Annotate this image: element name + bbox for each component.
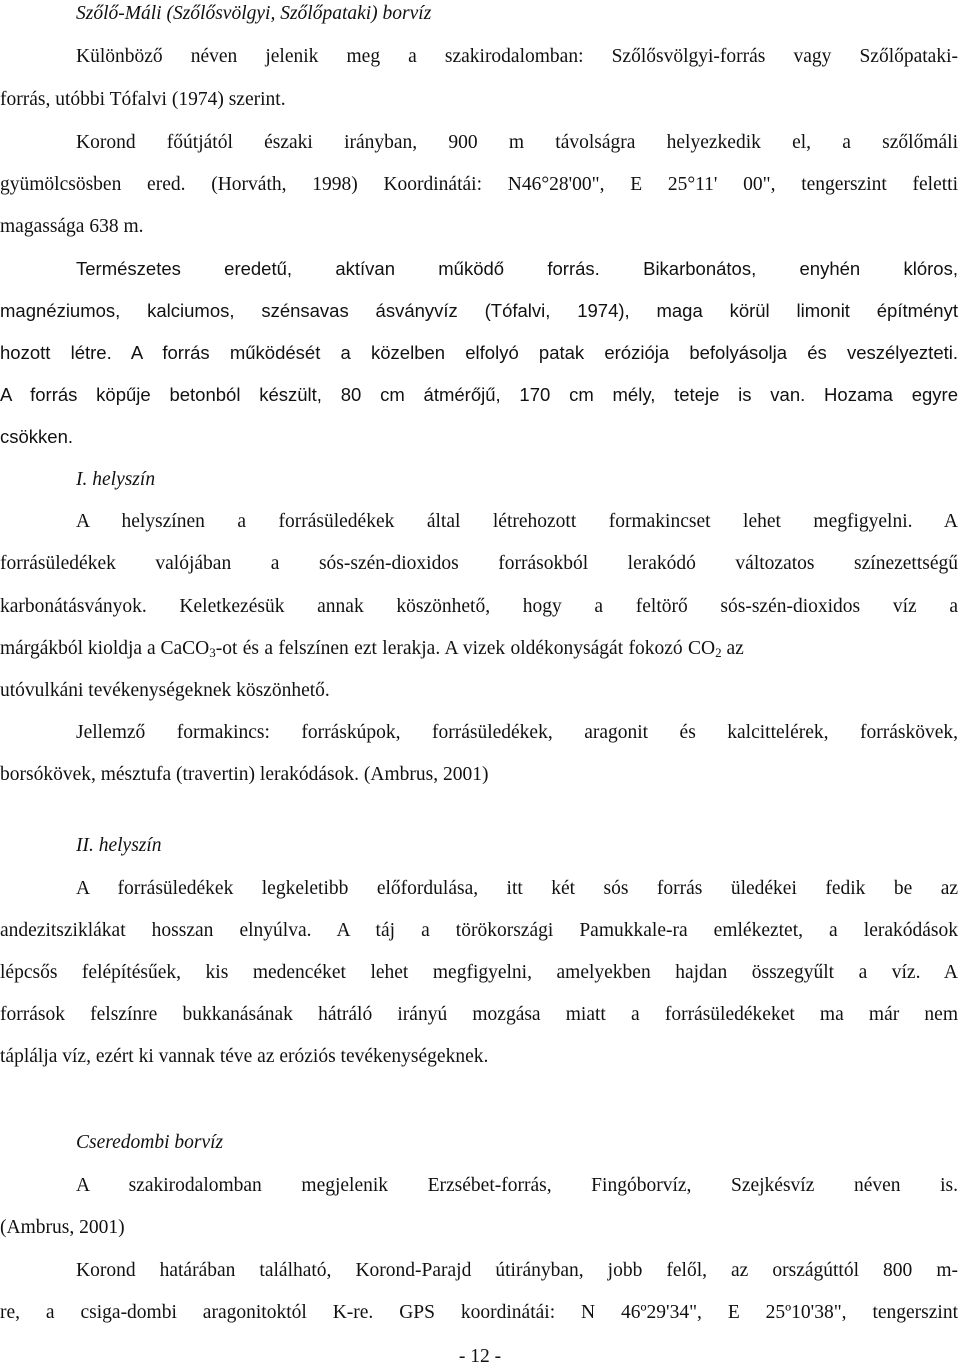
paragraph-line: forrásüledékek valójában a sós-szén-dioxidos forrásokból lerakódó változatos színezettségű	[0, 553, 958, 574]
paragraph-line: csökken.	[0, 426, 74, 447]
subheading-site-2: II. helyszín	[76, 835, 162, 856]
subheading-site-1: I. helyszín	[76, 469, 156, 490]
paragraph-line: magnéziumos, kalciumos, szénsavas ásványvíz (Tófalvi, 1974), maga körül limonit építményt	[0, 300, 958, 321]
paragraph-line: (Ambrus, 2001)	[0, 1217, 125, 1238]
paragraph-line: magassága 638 m.	[0, 216, 144, 237]
paragraph-line: karbonátásványok. Keletkezésük annak köszönhető, hogy a feltörő sós-szén-dioxidos víz a	[0, 596, 958, 617]
page-number: - 12 -	[458, 1346, 502, 1367]
paragraph-line: re, a csiga-dombi aragonitoktól K-re. GPS koordinátái: N 46º29'34", E 25º10'38", tengerszint	[0, 1302, 958, 1323]
text-fragment: az	[721, 638, 744, 659]
paragraph-line: lépcsős felépítésűek, kis medencéket lehet megfigyelni, amelyekben hajdan összegyűlt a víz. A	[0, 962, 958, 983]
paragraph-line: gyümölcsösben ered. (Horváth, 1998) Koordinátái: N46°28'00", E 25°11' 00", tengerszint feletti	[0, 174, 958, 195]
text-fragment: -ot és a felszínen ezt lerakja. A vizek oldékonyságát fokozó CO	[215, 638, 716, 659]
section-heading-cseredombi: Cseredombi borvíz	[76, 1132, 224, 1153]
paragraph-line: andezitsziklákat hosszan elnyúlva. A táj a törökországi Pamukkale-ra emlékeztet, a lerakódások	[0, 920, 958, 941]
subscript: 2	[715, 645, 722, 660]
paragraph-line: források felszínre bukkanásának hátráló irányú mozgása miatt a forrásüledékeket ma már nem	[0, 1004, 958, 1025]
paragraph-line: utóvulkáni tevékenységeknek köszönhető.	[0, 680, 330, 701]
paragraph-line: táplálja víz, ezért ki vannak téve az eróziós tevékenységeknek.	[0, 1046, 489, 1067]
paragraph-line-with-formulas	[0, 636, 958, 662]
paragraph-line: A forrásüledékek legkeletibb előfordulása, itt két sós forrás üledékei fedik be az	[76, 878, 958, 899]
paragraph-line: borsókövek, mésztufa (travertin) lerakódások. (Ambrus, 2001)	[0, 764, 489, 785]
paragraph-line: Különböző néven jelenik meg a szakirodalomban: Szőlősvölgyi-forrás vagy Szőlőpataki-	[76, 46, 958, 67]
paragraph-line: Jellemző formakincs: forráskúpok, forrásüledékek, aragonit és kalcittelérek, forráskövek,	[76, 722, 958, 743]
section-heading-szolo-mali: Szőlő-Máli (Szőlősvölgyi, Szőlőpataki) borvíz	[76, 3, 432, 24]
paragraph-line: Korond főútjától északi irányban, 900 m távolságra helyezkedik el, a szőlőmáli	[76, 132, 958, 153]
paragraph-line: Korond határában található, Korond-Parajd útirányban, jobb felől, az országúttól 800 m-	[76, 1260, 958, 1281]
paragraph-line: A forrás köpűje betonból készült, 80 cm átmérőjű, 170 cm mély, teteje is van. Hozama egyre	[0, 384, 958, 405]
paragraph-line: A szakirodalomban megjelenik Erzsébet-forrás, Fingóborvíz, Szejkésvíz néven is.	[76, 1175, 958, 1196]
paragraph-line: Természetes eredetű, aktívan működő forrás. Bikarbonátos, enyhén klóros,	[76, 258, 958, 279]
text-fragment: márgákból kioldja a CaCO	[0, 638, 210, 659]
paragraph-line: forrás, utóbbi Tófalvi (1974) szerint.	[0, 89, 286, 110]
paragraph-line: hozott létre. A forrás működését a közelben elfolyó patak eróziója befolyásolja és veszélyezteti.	[0, 342, 958, 363]
paragraph-line: A helyszínen a forrásüledékek által létrehozott formakincset lehet megfigyelni. A	[76, 511, 958, 532]
subscript: 3	[209, 645, 216, 660]
